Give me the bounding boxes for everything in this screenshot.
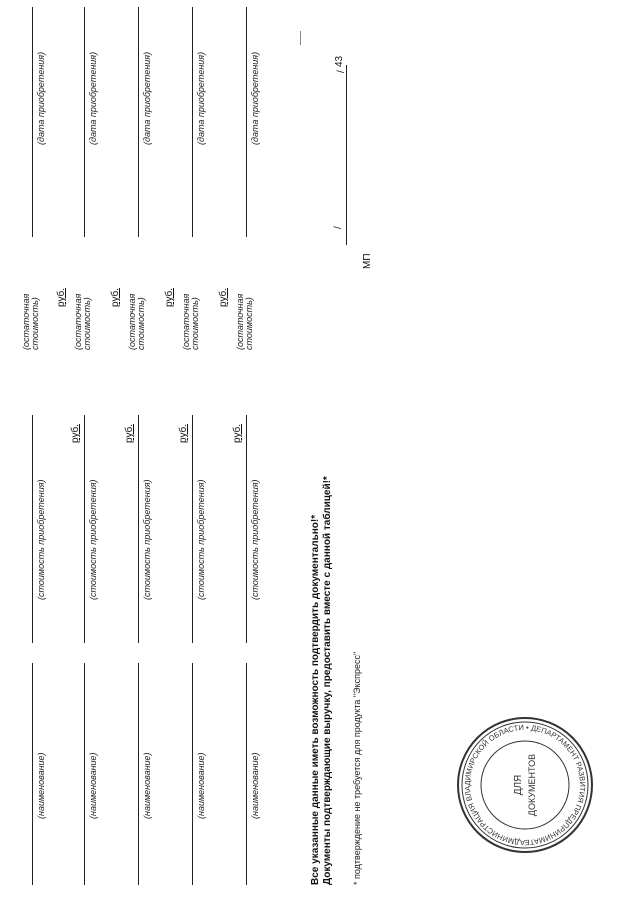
date-caption: (дата приобретения) [88,51,98,145]
rub-cost-label: руб. [124,423,135,443]
seal-center-ring [481,741,569,829]
cost-caption: (стоимость приобретения) [250,479,260,600]
name-line [192,663,193,885]
date-line [246,7,247,237]
seal-center-text-1: ДЛЯ [513,774,524,796]
top-dash [300,31,301,45]
name-line [138,663,139,885]
name-caption: (наименование) [88,752,98,819]
date-caption: (дата приобретения) [36,51,46,145]
cost-caption: (стоимость приобретения) [142,479,152,600]
cost-line [192,415,193,643]
rub-residual-label: руб. [164,287,175,307]
residual-caption: (остаточная стоимость) [21,293,40,350]
signature-baseline [346,65,347,245]
date-line [138,7,139,237]
cost-caption: (стоимость приобретения) [88,479,98,600]
name-line [246,663,247,885]
seal-outer-ring [458,718,592,852]
residual-caption: (остаточная стоимость) [127,293,146,350]
page-number: 43 [334,55,345,67]
name-caption: (наименование) [250,752,260,819]
residual-caption: (остаточная стоимость) [73,293,92,350]
cost-line [84,415,85,643]
name-caption: (наименование) [142,752,152,819]
rub-cost-label: руб. [70,423,81,443]
date-caption: (дата приобретения) [250,51,260,145]
signature-slash-1: / [333,226,344,229]
name-caption: (наименование) [36,752,46,819]
rub-residual-label: руб. [56,287,67,307]
table-row [18,0,74,905]
cost-line [246,415,247,643]
name-line [84,663,85,885]
cost-caption: (стоимость приобретения) [196,479,206,600]
rub-cost-label: руб. [178,423,189,443]
signature-slash-2: / [336,70,347,73]
seal-svg [455,715,595,855]
note-line-2: Документы подтверждающие выручку, предоставить вместе с данной таблицей!* [322,476,333,885]
rub-cost-label: руб. [232,423,243,443]
rub-residual-label: руб. [110,287,121,307]
seal-ring-text: АДМИНИСТРАЦИЯ ВЛАДИМИРСКОЙ ОБЛАСТИ • ДЕПАРТАМЕНТ РАЗВИТИЯ ПРЕДПРИНИМАТЕ [462,722,588,848]
seal-center-text-2: ДОКУМЕНТОВ [527,753,537,817]
date-line [192,7,193,237]
mp-label: МП [362,253,373,269]
name-caption: (наименование) [196,752,206,819]
note-line-1: Все указанные данные иметь возможность подтвердить документально!* [310,514,321,885]
date-line [32,7,33,237]
cost-line [138,415,139,643]
table-row [218,0,288,905]
table-row [164,0,234,905]
date-caption: (дата приобретения) [196,51,206,145]
rub-residual-label: руб. [218,287,229,307]
cost-line [32,415,33,643]
residual-caption: (остаточная стоимость) [181,293,200,350]
table-row [110,0,180,905]
footnote: * подтверждение не требуется для продукта "Экспресс" [352,651,362,885]
residual-caption: (остаточная стоимость) [235,293,254,350]
cost-caption: (стоимость приобретения) [36,479,46,600]
date-line [84,7,85,237]
date-caption: (дата приобретения) [142,51,152,145]
table-row [56,0,126,905]
name-line [32,663,33,885]
seal-stamp [455,715,595,855]
